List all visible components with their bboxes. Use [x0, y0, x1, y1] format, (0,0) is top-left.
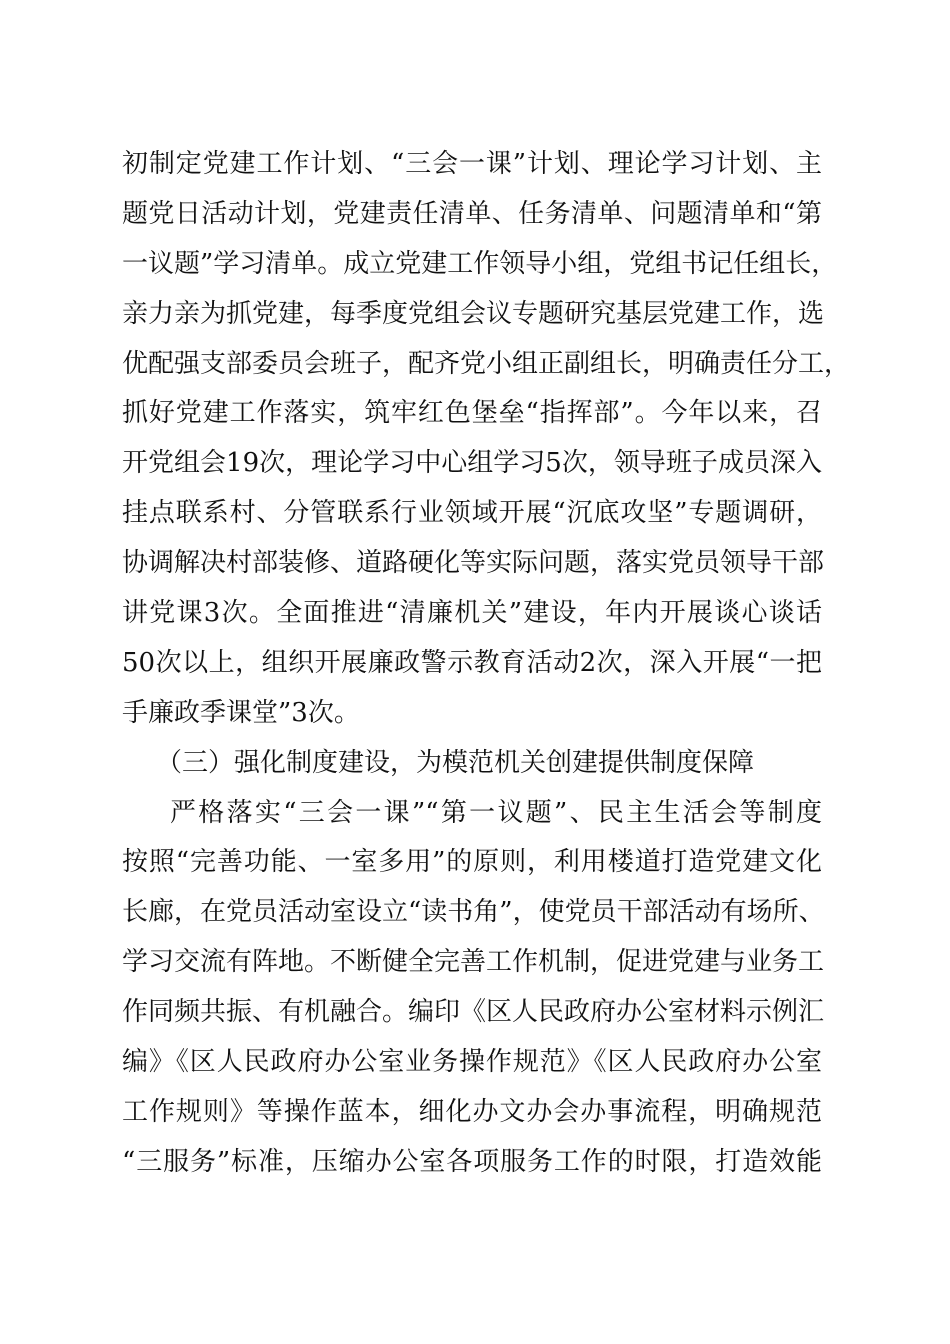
text-line: 协调解决村部装修、道路硬化等实际问题，落实党员领导干部: [122, 548, 825, 579]
text-line: 编》《区人民政府办公室业务操作规范》《区人民政府办公室: [122, 1047, 822, 1078]
text-line: 学习交流有阵地。不断健全完善工作机制，促进党建与业务工: [122, 947, 825, 978]
text-line: 优配强支部委员会班子，配齐党小组正副组长，明确责任分工，: [122, 348, 851, 379]
text-line: 长廊，在党员活动室设立“读书角”，使党员干部活动有场所、: [122, 897, 825, 928]
document-page: [122, 140, 851, 1188]
text-line: 亲力亲为抓党建，每季度党组会议专题研究基层党建工作，选: [122, 298, 825, 329]
text-line: 作同频共振、有机融合。编印《区人民政府办公室材料示例汇: [122, 997, 825, 1028]
text-line: 50次以上，组织开展廉政警示教育活动2次，深入开展“一把: [122, 647, 822, 678]
text-line: 按照“完善功能、一室多用”的原则，利用楼道打造党建文化: [122, 847, 822, 878]
text-line: 手廉政季课堂”3次。: [122, 697, 360, 728]
text-line: 挂点联系村、分管联系行业领域开展“沉底攻坚”专题调研，: [122, 498, 822, 529]
text-line: 一议题”学习清单。成立党建工作领导小组，党组书记任组长，: [122, 248, 838, 279]
paragraph-institution-building: [122, 789, 825, 1188]
text-line: 初制定党建工作计划、“三会一课”计划、理论学习计划、主: [122, 149, 822, 179]
section-heading: （三）强化制度建设，为模范机关创建提供制度保障: [156, 747, 755, 778]
text-line: 抓好党建工作落实，筑牢红色堡垒“指挥部”。今年以来，召: [122, 398, 822, 429]
text-line: “三服务”标准，压缩办公室各项服务工作的时限，打造效能: [122, 1146, 822, 1177]
text-line: 开党组会19次，理论学习中心组学习5次，领导班子成员深入: [122, 448, 822, 479]
text-line: 讲党课3次。全面推进“清廉机关”建设，年内开展谈心谈话: [122, 598, 822, 629]
paragraph-party-building-plan: [122, 140, 851, 739]
text-line: 题党日活动计划，党建责任清单、任务清单、问题清单和“第: [122, 198, 822, 229]
text-line: 工作规则》等操作蓝本，细化办文办会办事流程，明确规范: [122, 1096, 822, 1127]
text-line: 严格落实“三会一课”“第一议题”、民主生活会等制度: [170, 797, 822, 828]
